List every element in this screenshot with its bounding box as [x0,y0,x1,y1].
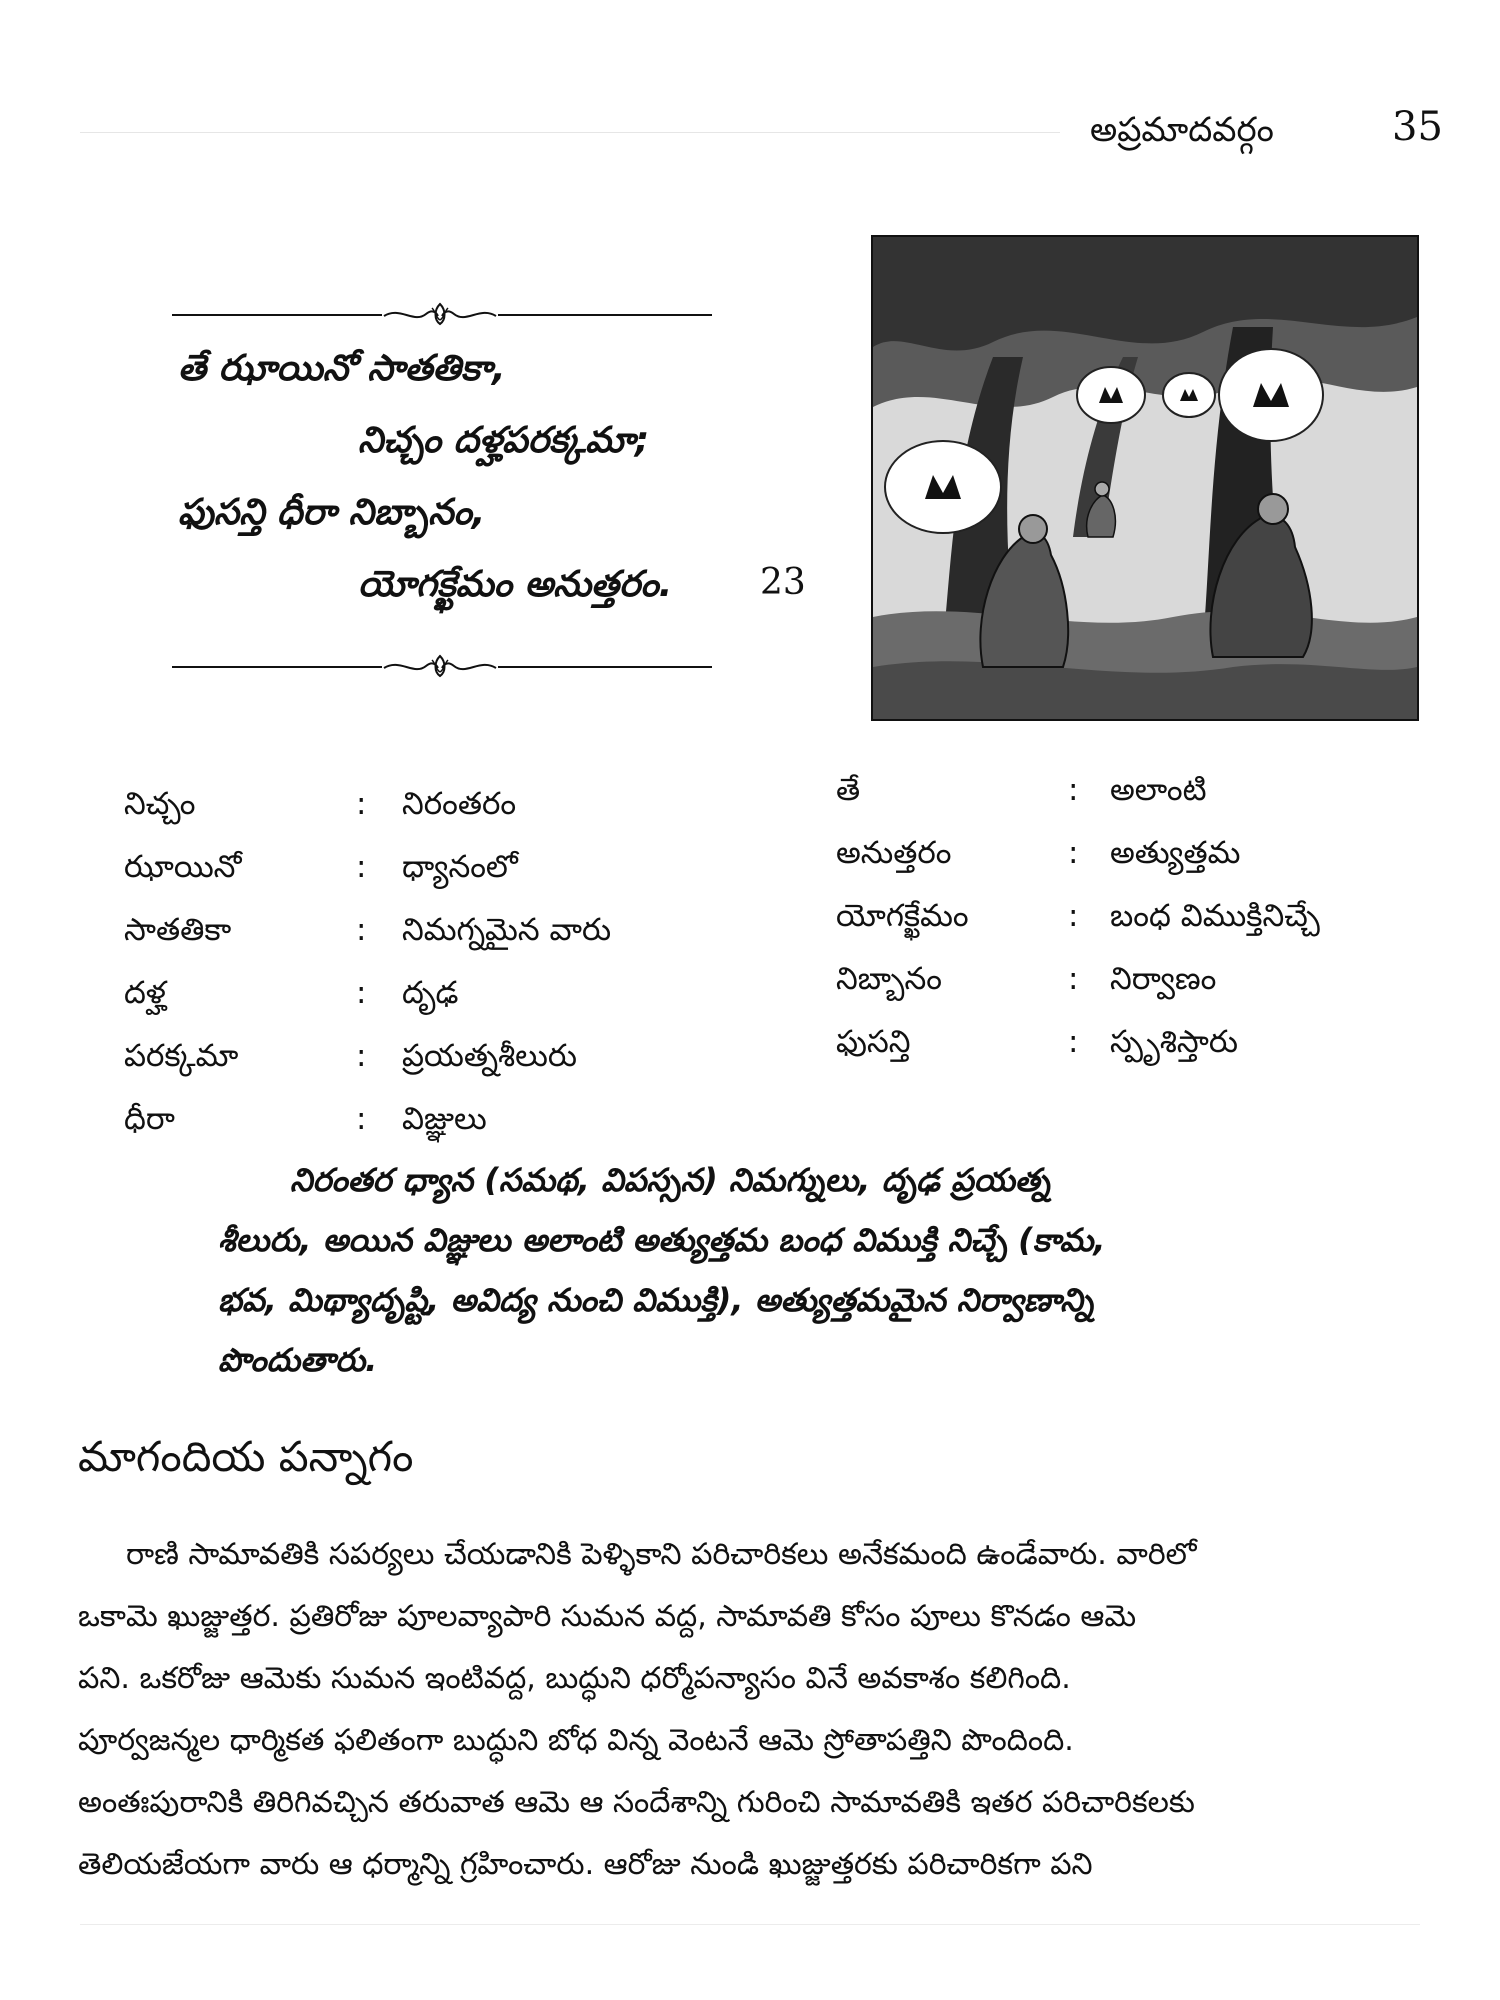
header-rule [80,132,1060,133]
verse-line: ఫుసన్తి ధీరా నిబ్బానం, [178,492,486,533]
verse-line: యోగక్ఖేమం అనుత్తరం. [358,564,673,605]
body-line: అంతఃపురానికి తిరిగివచ్చిన తరువాత ఆమె ఆ సందేశాన్ని గురించి సామావతికి ఇతర పరిచారికలకు [78,1785,1195,1820]
body-line: పూర్వజన్మల ధార్మికత ఫలితంగా బుద్ధుని బోధ విన్న వెంటనే ఆమె స్రోతాపత్తిని పొందింది. [78,1723,1074,1758]
body-line: రాణి సామావతికి సపర్యలు చేయడానికి పెళ్ళికాని పరిచారికలు అనేకమంది ఉండేవారు. వారిలో [126,1537,1197,1572]
book-page: అప్రమాదవర్గం 35 తే ఝాయినో సాతతికా, నిచ్చం దళ్హపరక్కమా; ఫుసన్తి ధీరా నిబ్బానం, యోగక్ఖేమం అనుత్తరం. 23 నిచ్చం : నిరంతరం ఝాయినో : ధ్యానంలో సాతతికా : నిమగ్నమైన వారు దళ్హ : దృఢ పరక్కమా : ప్రయత్నశీలురు ధీరా : విజ్ఞులు తే : అలాంటి అనుత్తరం : అత్యుత్తమ యోగక్ఖేమం : బంధ విముక్తినిచ్చే నిబ్బానం : నిర్వాణం ఫుసన్తి : స్పృశిస్తారు నిరంతర ధ్యాన (సమథ, విపస్సన) నిమగ్నులు, దృఢ ప్రయత్న శీలురు, అయిన విజ్ఞులు అలాంటి అత్యుత్తమ బంధ విముక్తి నిచ్చే (కామ, భవ, మిథ్యాదృష్టి, అవిద్య నుంచి విముక్తి), అత్యుత్తమమైన నిర్వాణాన్ని పొందుతారు. మాగందియ పన్నాగం రాణి సామావతికి సపర్యలు చేయడానికి పెళ్ళికాని పరిచారికలు అనేకమంది ఉండేవారు. వారిలో ఒకామె ఖుజ్జుత్తర. ప్రతిరోజు పూలవ్యాపారి సుమన వద్ద, సామావతి కోసం పూలు కొనడం ఆమె పని. ఒకరోజు ఆమెకు సుమన ఇంటివద్ద, బుద్ధుని ధర్మోపన్యాసం వినే అవకాశం కలిగింది. పూర్వజన్మల ధార్మికత ఫలితంగా బుద్ధుని బోధ విన్న వెంటనే ఆమె స్రోతాపత్తిని పొందింది. అంతఃపురానికి తిరిగివచ్చిన తరువాత ఆమె ఆ సందేశాన్ని గురించి సామావతికి ఇతర పరిచారికలకు తెలియజేయగా వారు ఆ ధర్మాన్ని గ్రహించారు. ఆరోజు నుండి ఖుజ్జుత్తరకు పరిచారికగా పని [0,0,1500,2000]
ornament-divider-top [172,300,712,330]
translation-line: నిరంతర ధ్యాన (సమథ, విపస్సన) నిమగ్నులు, దృఢ ప్రయత్న [290,1161,1051,1199]
verse-line: తే ఝాయినో సాతతికా, [178,348,506,389]
ornament-divider-bottom [172,652,712,682]
verse-number: 23 [760,562,806,603]
meditation-illustration [871,235,1419,721]
verse-line: నిచ్చం దళ్హపరక్కమా; [358,420,650,461]
body-text [78,1524,1420,1896]
translation-line: శీలురు, అయిన విజ్ఞులు అలాంటి అత్యుత్తమ బంధ విముక్తి నిచ్చే (కామ, [218,1221,1106,1259]
translation-line: పొందుతారు. [218,1341,378,1379]
footer-rule [80,1924,1420,1925]
translation-line: భవ, మిథ్యాదృష్టి, అవిద్య నుంచి విముక్తి), అత్యుత్తమమైన నిర్వాణాన్ని [218,1281,1094,1319]
body-line: పని. ఒకరోజు ఆమెకు సుమన ఇంటివద్ద, బుద్ధుని ధర్మోపన్యాసం వినే అవకాశం కలిగింది. [78,1661,1071,1696]
verse-translation [218,1150,1278,1390]
body-line: ఒకామె ఖుజ్జుత్తర. ప్రతిరోజు పూలవ్యాపారి సుమన వద్ద, సామావతి కోసం పూలు కొనడం ఆమె [78,1599,1137,1634]
chapter-title: అప్రమాదవర్గం [1090,110,1274,150]
section-heading: మాగందియ పన్నాగం [78,1432,414,1481]
body-line: తెలియజేయగా వారు ఆ ధర్మాన్ని గ్రహించారు. ఆరోజు నుండి ఖుజ్జుత్తరకు పరిచారికగా పని [78,1847,1093,1882]
page-number: 35 [1392,104,1443,150]
